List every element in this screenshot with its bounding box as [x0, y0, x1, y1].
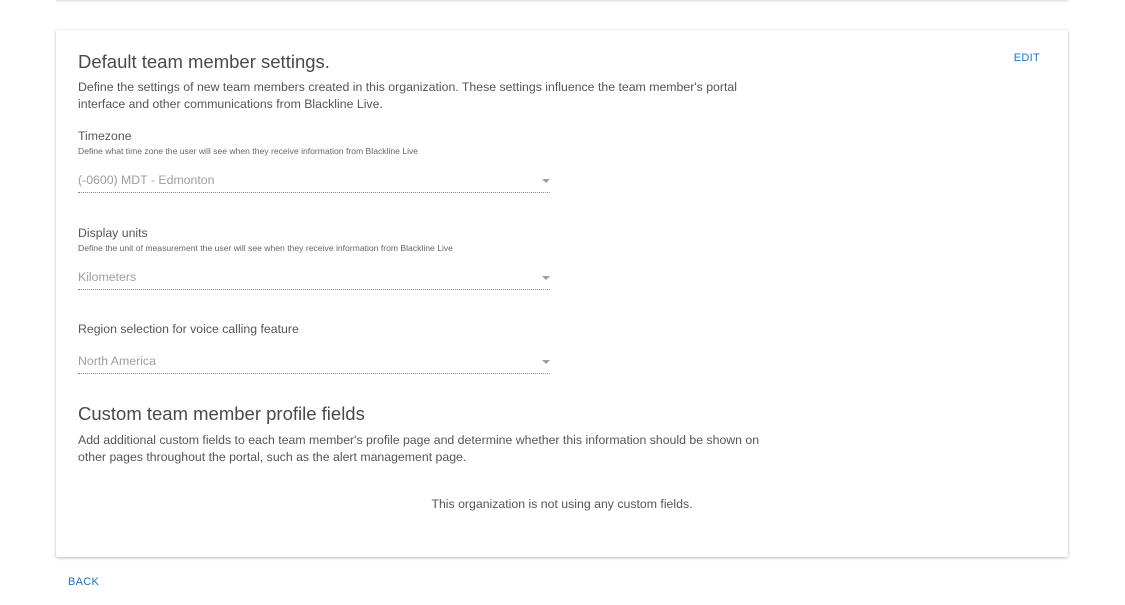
back-button[interactable]: BACK — [68, 576, 100, 588]
timezone-value: (-0600) MDT - Edmonton — [78, 173, 215, 187]
custom-fields-title: Custom team member profile fields — [78, 403, 365, 424]
region-select[interactable] — [78, 351, 550, 374]
default-settings-description: Define the settings of new team members created in this organization. These settings influence the team member's portal interface and other communications from Blackline Live. — [78, 80, 737, 111]
display-units-help: Define the unit of measurement the user will see when they receive information from Blackline Live — [78, 243, 453, 253]
region-label: Region selection for voice calling feature — [78, 322, 299, 336]
timezone-label: Timezone — [78, 129, 132, 143]
region-value: North America — [78, 354, 156, 368]
display-units-value: Kilometers — [78, 270, 137, 284]
timezone-select[interactable] — [78, 170, 550, 193]
custom-fields-description: Add additional custom fields to each team member's profile page and determine whether this information should be shown on other pages throughout the portal, such as the alert management page. — [78, 433, 760, 464]
settings-card — [56, 30, 1068, 557]
caret-down-icon — [542, 360, 550, 364]
custom-fields-empty-state: This organization is not using any custom fields. — [431, 497, 693, 511]
caret-down-icon — [542, 276, 550, 280]
default-settings-title: Default team member settings. — [78, 51, 330, 72]
timezone-help: Define what time zone the user will see when they receive information from Blackline Live — [78, 146, 419, 156]
edit-button[interactable]: EDIT — [1013, 52, 1040, 64]
display-units-select[interactable] — [78, 267, 550, 290]
display-units-label: Display units — [78, 226, 148, 240]
caret-down-icon — [542, 179, 550, 183]
previous-card-edge — [56, 0, 1068, 1]
